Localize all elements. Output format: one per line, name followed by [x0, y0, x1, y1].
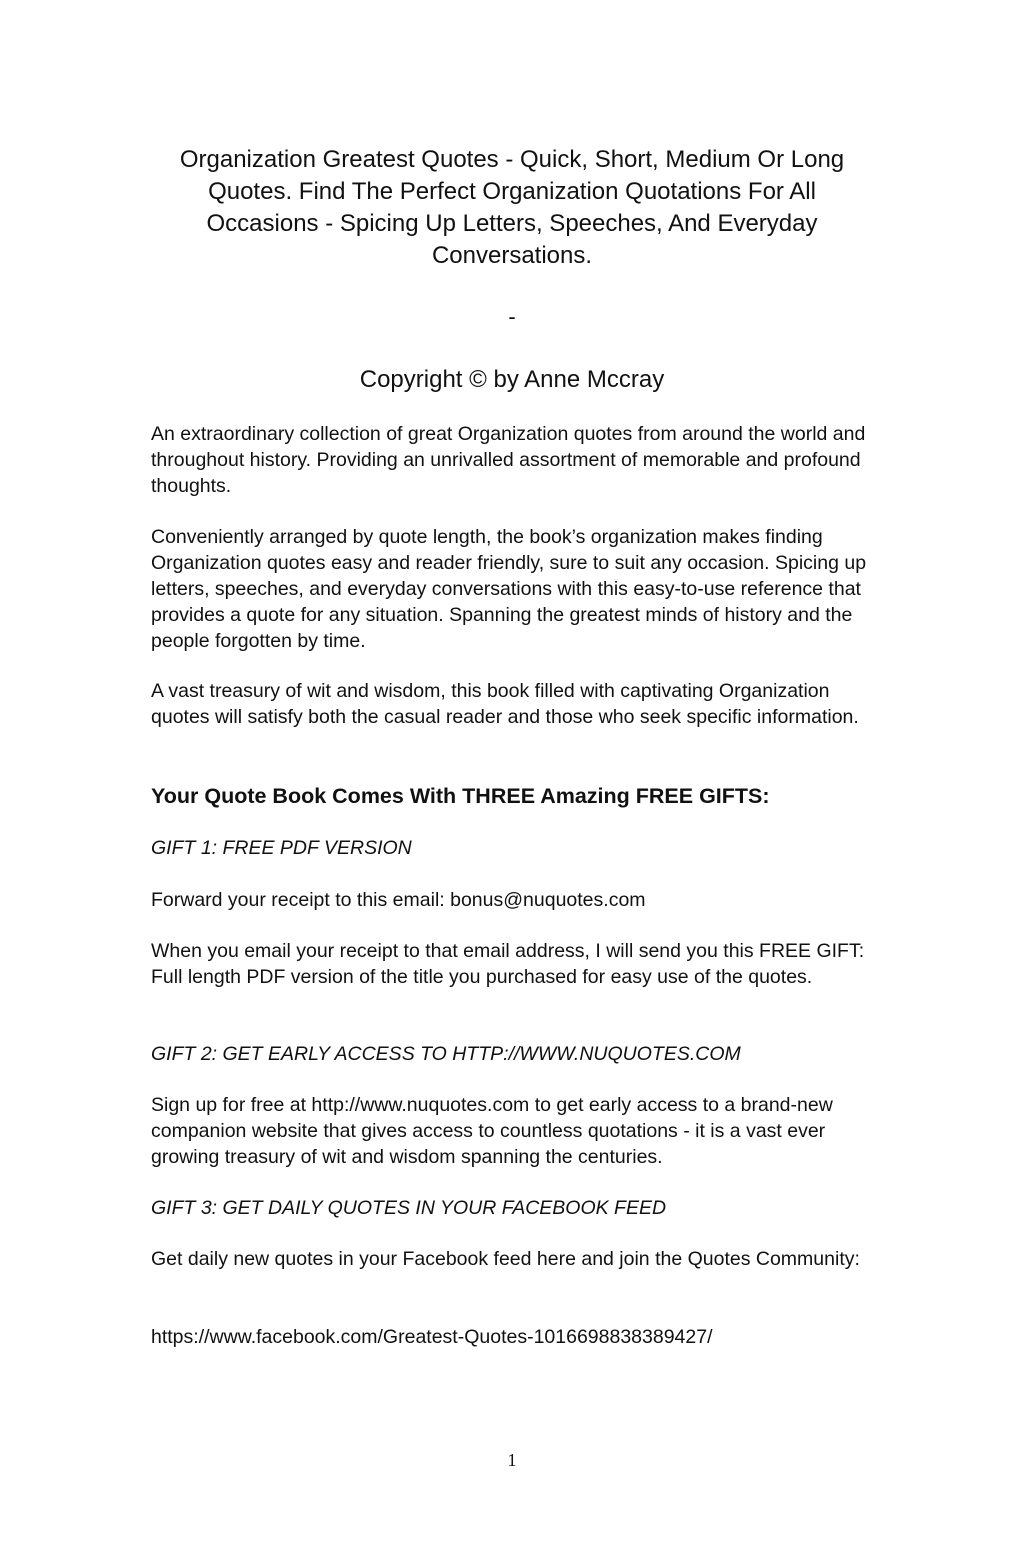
intro-paragraph-1: An extraordinary collection of great Organization quotes from around the world and throughout history. Providing an unrivalled assortment of memorable and profound thoughts.: [151, 423, 866, 497]
intro-paragraph-2: Conveniently arranged by quote length, the book’s organization makes finding Organization quotes easy and reader friendly, sure to suit any occasion. Spicing up letters, speeches, and everyday conversations with this easy-to-use reference that provides a quote for any situation. Spanning the greatest minds of history and the people forgotten by time.: [151, 526, 867, 652]
facebook-link[interactable]: https://www.facebook.com/Greatest-Quotes-1016698838389427/: [151, 1326, 713, 1348]
gift-2-title: GIFT 2: GET EARLY ACCESS TO HTTP://WWW.NUQUOTES.COM: [151, 1043, 741, 1065]
gift-3-description: Get daily new quotes in your Facebook feed here and join the Quotes Community:: [151, 1248, 860, 1270]
gifts-heading: Your Quote Book Comes With THREE Amazing FREE GIFTS:: [151, 784, 770, 808]
page-title: Organization Greatest Quotes - Quick, Short, Medium Or Long Quotes. Find The Perfect Organization Quotations For All Occasions - Spicing Up Letters, Speeches, And Everyday Conversations.: [179, 146, 845, 269]
gift-2-description: Sign up for free at http://www.nuquotes.com to get early access to a brand-new companion website that gives access to countless quotations - it is a vast ever growing treasury of wit and wisdom spanning the centuries.: [151, 1094, 833, 1168]
separator-dash: -: [508, 304, 516, 329]
gift-3-title: GIFT 3: GET DAILY QUOTES IN YOUR FACEBOOK FEED: [151, 1197, 667, 1219]
gift-1-email-line: Forward your receipt to this email: bonus@nuquotes.com: [151, 889, 646, 911]
intro-paragraph-3: A vast treasury of wit and wisdom, this book filled with captivating Organization quotes will satisfy both the casual reader and those who seek specific information.: [151, 680, 859, 728]
gift-1-description: When you email your receipt to that email address, I will send you this FREE GIFT: Full length PDF version of the title you purchased for easy use of the quotes.: [151, 940, 865, 988]
copyright-line: Copyright © by Anne Mccray: [359, 366, 665, 393]
gift-1-title: GIFT 1: FREE PDF VERSION: [151, 837, 412, 859]
page-number: 1: [507, 1450, 517, 1470]
